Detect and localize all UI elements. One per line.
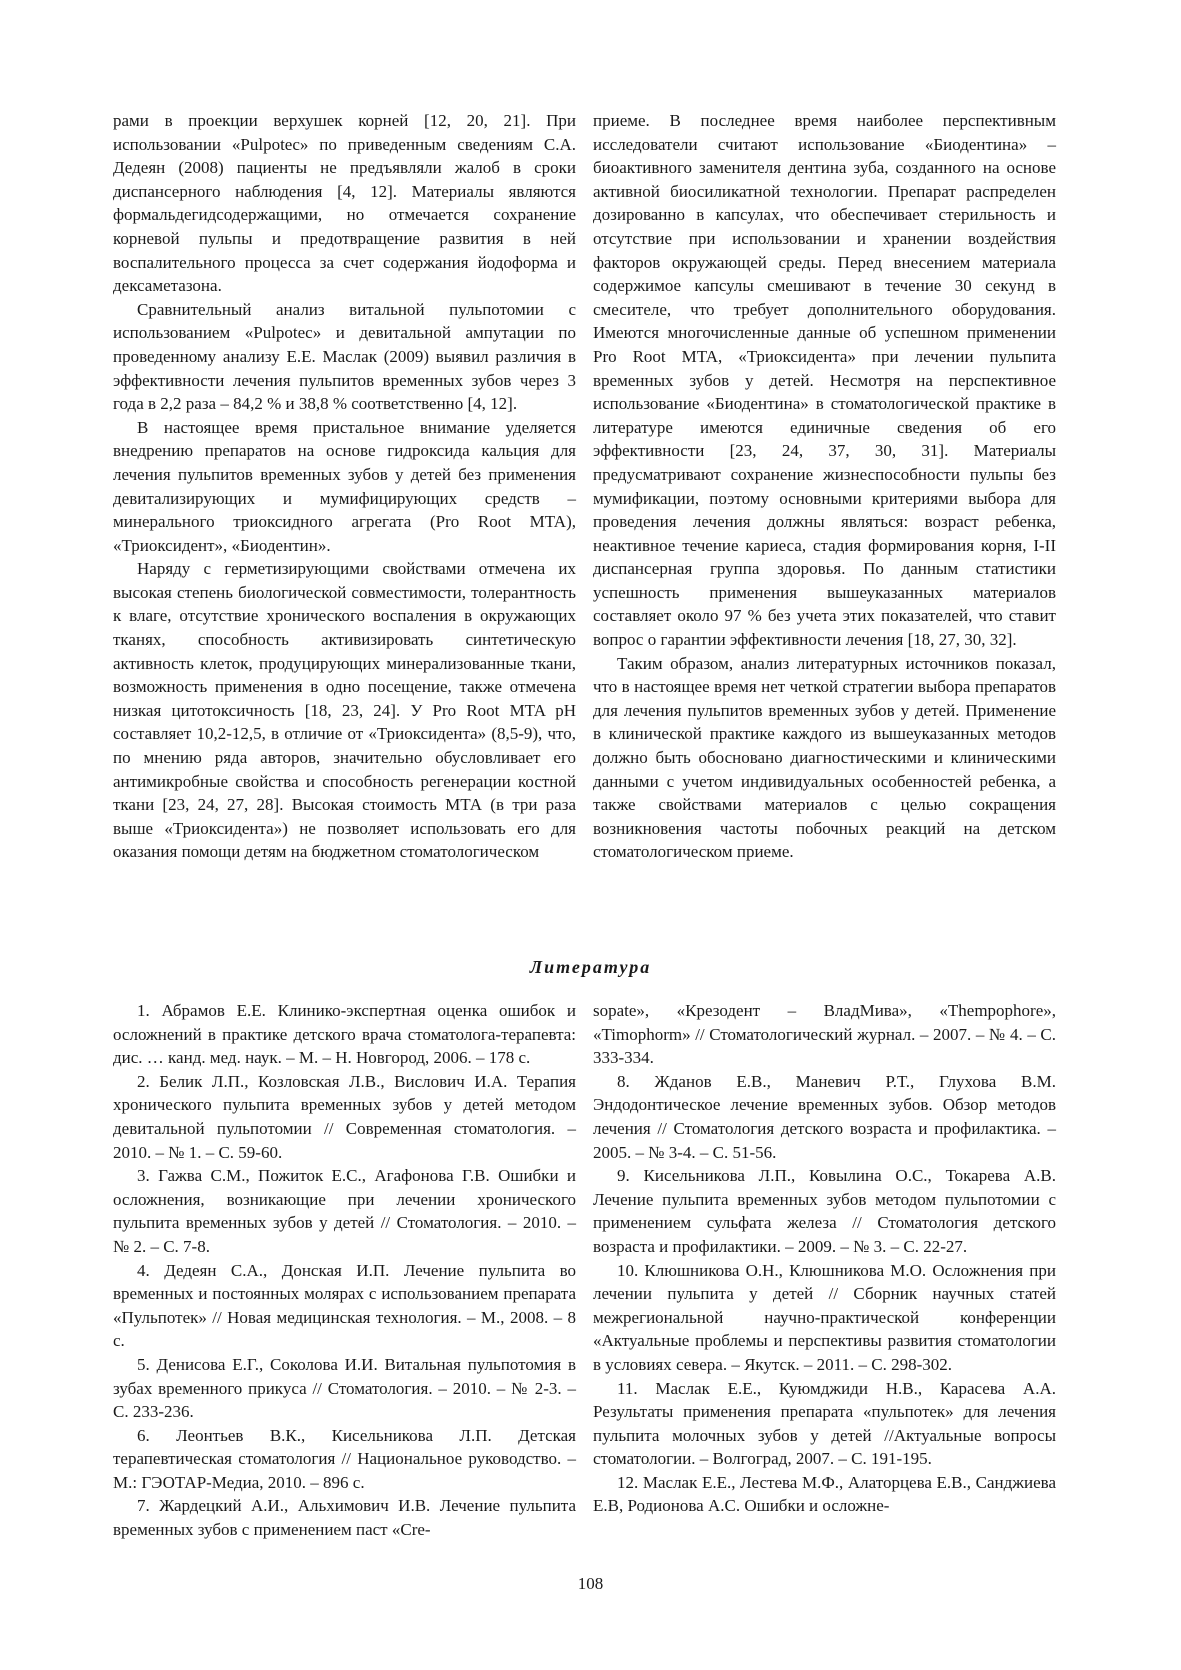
paragraph: Сравнительный анализ витальной пульпотомии с использованием «Pulpotec» и девитальной ампутации по проведенному анализу Е.Е. Маслак (2009) выявил различия в эффективности лечения пульпитов временных зубов через 3 года в 2,2 раза – 84,2 % и 38,8 % соответственно [4, 12]. [113,299,576,414]
page-number: 108 [577,1574,604,1593]
reference-item: 11. Маслак Е.Е., Куюмджиди Н.В., Карасева А.А. Результаты применения препарата «пульпотек» для лечения пульпита молочных зубов у детей //Актуальные вопросы стоматологии. – Волгоград, 2007. – С. 191-195. [593,1378,1056,1469]
references-column-left [113,999,576,1542]
reference-item: 12. Маслак Е.Е., Лестева М.Ф., Алаторцева Е.В., Санджиева Е.В, Родионова А.С. Ошибки и осложне- [593,1472,1056,1516]
body-column-right [593,109,1056,864]
reference-item: 3. Гажва С.М., Пожиток Е.С., Агафонова Г.В. Ошибки и осложнения, возникающие при лечении хронического пульпита временных зубов у детей // Стоматология. – 2010. – № 2. – С. 7-8. [113,1166,576,1256]
body-column-left [113,109,576,864]
reference-item: 7. Жардецкий А.И., Альхимович И.В. Лечение пульпита временных зубов с применением паст «Cre- [113,1496,576,1540]
references-heading: Литература [529,957,652,977]
reference-item: 6. Леонтьев В.К., Кисельникова Л.П. Детская терапевтическая стоматология // Национальное руководство. – М.: ГЭОТАР-Медиа, 2010. – 896 с. [113,1425,576,1492]
reference-item: 10. Клюшникова О.Н., Клюшникова М.О. Осложнения при лечении пульпита у детей // Сборник научных статей межрегиональной научно-практической конференции «Актуальные проблемы и перспективы развития стоматологии в условиях севера. – Якутск. – 2011. – С. 298-302. [593,1260,1056,1374]
paragraph: рами в проекции верхушек корней [12, 20, 21]. При использовании «Pulpotec» по приведенным сведениям С.А. Дедеян (2008) пациенты не предъявляли жалоб в сроки диспансерного наблюдения [4, 12]. Материалы являются формальдегидсодержащими, но отмечается сохранение корневой пульпы и предотвращение развития в ней воспалительного процесса за счет содержания йодоформа и дексаметазона. [113,111,576,296]
reference-item: 8. Жданов Е.В., Маневич Р.Т., Глухова В.М. Эндодонтическое лечение временных зубов. Обзор методов лечения // Стоматология детского возраста и профилактика. – 2005. – № 3-4. – С. 51-56. [593,1071,1056,1162]
paragraph: Наряду с герметизирующими свойствами отмечена их высокая степень биологической совместимости, толерантность к влаге, отсутствие хронического воспаления в окружающих тканях, способность активизировать синтетическую активность клеток, продуцирующих минерализованные ткани, возможность применения в одно посещение, также отмечена низкая цитотоксичность [18, 23, 24]. У Pro Root MTA pH составляет 10,2-12,5, в отличие от «Триоксидента» (8,5-9), что, по мнению ряда авторов, значительно обусловливает его антимикробные свойства и способность регенерации костной ткани [23, 24, 27, 28]. Высокая стоимость МТА (в три раза выше «Триоксидента») не позволяет использовать его для оказания помощи детям на бюджетном стоматологическом [113,559,576,862]
paragraph: В настоящее время пристальное внимание уделяется внедрению препаратов на основе гидроксида кальция для лечения пульпитов временных зубов у детей без применения девитализирующих и мумифицирующих средств – минерального триоксидного агрегата (Pro Root MTA), «Триоксидент», «Биодентин». [113,417,576,555]
reference-item: 5. Денисова Е.Г., Соколова И.И. Витальная пульпотомия в зубах временного прикуса // Стоматология. – 2010. – № 2-3. – С. 233-236. [113,1354,576,1422]
references-column-right [593,999,1056,1518]
reference-item: 1. Абрамов Е.Е. Клинико-экспертная оценка ошибок и осложнений в практике детского врача стоматолога-терапевта: дис. … канд. мед. наук. – М. – Н. Новгород, 2006. – 178 с. [113,1001,576,1068]
reference-item: 2. Белик Л.П., Козловская Л.В., Вислович И.А. Терапия хронического пульпита временных зубов у детей методом девитальной пульпотомии // Современная стоматология. – 2010. – № 1. – С. 59-60. [113,1071,576,1162]
reference-item: 4. Дедеян С.А., Донская И.П. Лечение пульпита во временных и постоянных молярах с использованием препарата «Пульпотек» // Новая медицинская технология. – М., 2008. – 8 с. [113,1260,576,1351]
reference-item: 9. Кисельникова Л.П., Ковылина О.С., Токарева А.В. Лечение пульпита временных зубов методом пульпотомии с применением сульфата железа // Стоматология детского возраста и профилактики. – 2009. – № 3. – С. 22-27. [593,1166,1056,1256]
reference-item: sopate», «Крезодент – ВладМива», «Thempophore», «Timophorm» // Стоматологический журнал. – 2007. – № 4. – С. 333-334. [593,1001,1056,1068]
paragraph: Таким образом, анализ литературных источников показал, что в настоящее время нет четкой стратегии выбора препаратов для лечения пульпитов временных зубов у детей. Применение в клинической практике каждого из вышеуказанных методов должно быть обосновано диагностическими и клиническими данными с учетом индивидуальных особенностей ребенка, а также свойствами материалов с целью сокращения возникновения частоты побочных реакций на детском стоматологическом приеме. [593,653,1056,862]
paragraph: приеме. В последнее время наиболее перспективным исследователи считают использование «Биодентина» – биоактивного заменителя дентина зуба, созданного на основе активной биосиликатной технологии. Препарат распределен дозированно в капсулах, что обеспечивает стерильность и отсутствие при использовании и хранении воздействия факторов окружающей среды. Перед внесением материала содержимое капсулы смешивают в течение 30 секунд в смесителе, что требует дополнительного оборудования. Имеются многочисленные данные об успешном применении Pro Root MTA, «Триоксидента» при лечении пульпита временных зубов у детей. Несмотря на перспективное использование «Биодентина» в стоматологической практике в литературе имеются единичные сведения об его эффективности [23, 24, 37, 30, 31]. Материалы предусматривают сохранение жизнеспособности пульпы без мумификации, поэтому основными критериями выбора для проведения лечения должны являться: возраст ребенка, неактивное течение кариеса, стадия формирования корня, I-II диспансерная группа здоровья. По данным статистики успешность применения вышеуказанных материалов составляет около 97 % без учета этих показателей, что ставит вопрос о гарантии эффективности лечения [18, 27, 30, 32]. [593,111,1056,650]
